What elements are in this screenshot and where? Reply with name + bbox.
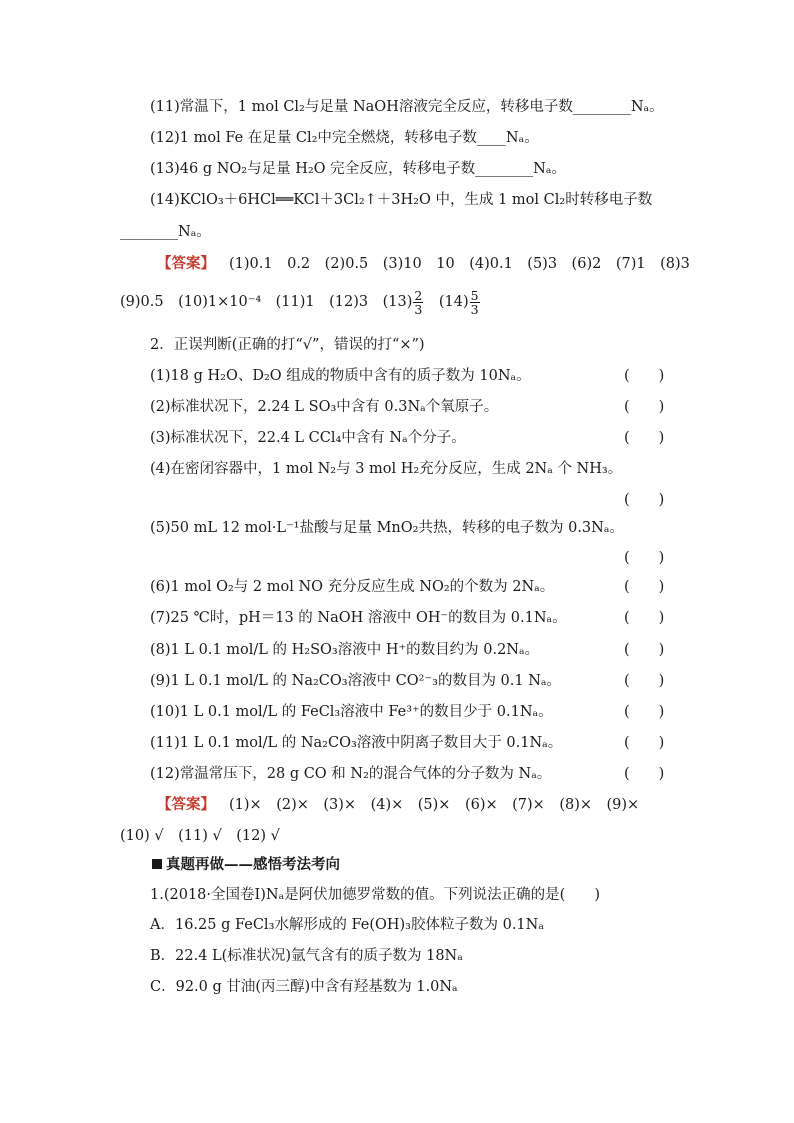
answer-paren-6: ( ) — [624, 579, 665, 595]
question-12: (12)1 mol Fe 在足量 Cl₂中完全燃烧，转移电子数____Nₐ。 — [150, 130, 539, 146]
answer-paren-3: ( ) — [624, 430, 665, 446]
answer-paren-4: ( ) — [624, 492, 665, 508]
judgment-item-11: (11)1 L 0.1 mol/L 的 Na₂CO₃溶液中阴离子数目大于 0.1Nₐ。 — [150, 735, 563, 751]
answer-1-line2-pre: (9)0.5 (10)1×10⁻⁴ (11)1 (12)3 (13) — [120, 294, 413, 310]
answer-2-text: (1)× (2)× (3)× (4)× (5)× (6)× (7)× (8)× (9)× — [229, 797, 640, 813]
section-3-title: 真题再做——感悟考法考向 — [166, 856, 340, 873]
judgment-item-1: (1)18 g H₂O、D₂O 组成的物质中含有的质子数为 10Nₐ。 — [150, 368, 531, 384]
judgment-item-5: (5)50 mL 12 mol·L⁻¹盐酸与足量 MnO₂共热，转移的电子数为 0.3Nₐ。 — [150, 520, 624, 536]
fraction-13 — [413, 289, 423, 316]
answer-paren-9: ( ) — [624, 673, 665, 689]
judgment-item-9: (9)1 L 0.1 mol/L 的 Na₂CO₃溶液中 CO²⁻₃的数目为 0.1 Nₐ。 — [150, 673, 561, 689]
judgment-item-3: (3)标准状况下，22.4 L CCl₄中含有 Nₐ个分子。 — [150, 430, 466, 446]
answer-2-line2: (10) √ (11) √ (12) √ — [120, 828, 280, 844]
answer-paren-10: ( ) — [624, 704, 665, 720]
option-b: B．22.4 L(标准状况)氩气含有的质子数为 18Nₐ — [150, 948, 463, 964]
exam-question-1: 1.(2018·全国卷Ⅰ)Nₐ是阿伏加德罗常数的值。下列说法正确的是( ) — [150, 887, 600, 903]
answer-paren-7: ( ) — [624, 610, 665, 626]
question-13: (13)46 g NO₂与足量 H₂O 完全反应，转移电子数________Nₐ。 — [150, 161, 566, 177]
judgment-item-6: (6)1 mol O₂与 2 mol NO 充分反应生成 NO₂的个数为 2Nₐ。 — [150, 579, 555, 595]
fraction-14-denominator: 3 — [470, 301, 479, 317]
section-3-heading — [152, 855, 340, 875]
option-c: C．92.0 g 甘油(丙三醇)中含有羟基数为 1.0Nₐ — [150, 979, 458, 995]
answer-paren-11: ( ) — [624, 735, 665, 751]
answer-2-line1 — [157, 795, 639, 815]
part-2-title: 2．正误判断(正确的打“√”，错误的打“×”) — [150, 337, 425, 353]
answer-paren-2: ( ) — [624, 399, 665, 415]
fraction-14-numerator: 5 — [470, 287, 479, 303]
question-14-line2: ________Nₐ。 — [120, 224, 211, 240]
answer-paren-8: ( ) — [624, 642, 665, 658]
square-bullet-icon — [152, 859, 162, 869]
answer-paren-1: ( ) — [624, 368, 665, 384]
answer-paren-5: ( ) — [624, 550, 665, 566]
answer-label: 【答案】 — [157, 796, 215, 813]
judgment-item-12: (12)常温常压下，28 g CO 和 N₂的混合气体的分子数为 Nₐ。 — [150, 766, 552, 782]
answer-1-line2-mid: (14) — [424, 294, 469, 310]
answer-1-text: (1)0.1 0.2 (2)0.5 (3)10 10 (4)0.1 (5)3 (6)2 (7)1 (8)3 — [229, 256, 690, 272]
question-11: (11)常温下，1 mol Cl₂与足量 NaOH溶液完全反应，转移电子数________Nₐ。 — [150, 99, 664, 115]
answer-paren-12: ( ) — [624, 766, 665, 782]
option-a: A．16.25 g FeCl₃水解形成的 Fe(OH)₃胶体粒子数为 0.1Nₐ — [150, 917, 544, 933]
judgment-item-10: (10)1 L 0.1 mol/L 的 FeCl₃溶液中 Fe³⁺的数目少于 0.1Nₐ。 — [150, 704, 553, 720]
judgment-item-8: (8)1 L 0.1 mol/L 的 H₂SO₃溶液中 H⁺的数目约为 0.2Nₐ。 — [150, 642, 540, 658]
fraction-14 — [470, 289, 480, 316]
fraction-13-numerator: 2 — [414, 287, 423, 303]
judgment-item-4: (4)在密闭容器中，1 mol N₂与 3 mol H₂充分反应，生成 2Nₐ 个 NH₃。 — [150, 461, 623, 477]
answer-label: 【答案】 — [157, 255, 215, 272]
judgment-item-7: (7)25 ℃时，pH＝13 的 NaOH 溶液中 OH⁻的数目为 0.1Nₐ。 — [150, 610, 567, 626]
answer-1-line1 — [157, 254, 690, 274]
question-14-line1: (14)KClO₃＋6HCl══KCl＋3Cl₂↑＋3H₂O 中，生成 1 mol Cl₂时转移电子数 — [150, 192, 653, 208]
answer-1-line2 — [120, 287, 481, 317]
judgment-item-2: (2)标准状况下，2.24 L SO₃中含有 0.3Nₐ个氧原子。 — [150, 399, 499, 415]
fraction-13-denominator: 3 — [414, 301, 423, 317]
